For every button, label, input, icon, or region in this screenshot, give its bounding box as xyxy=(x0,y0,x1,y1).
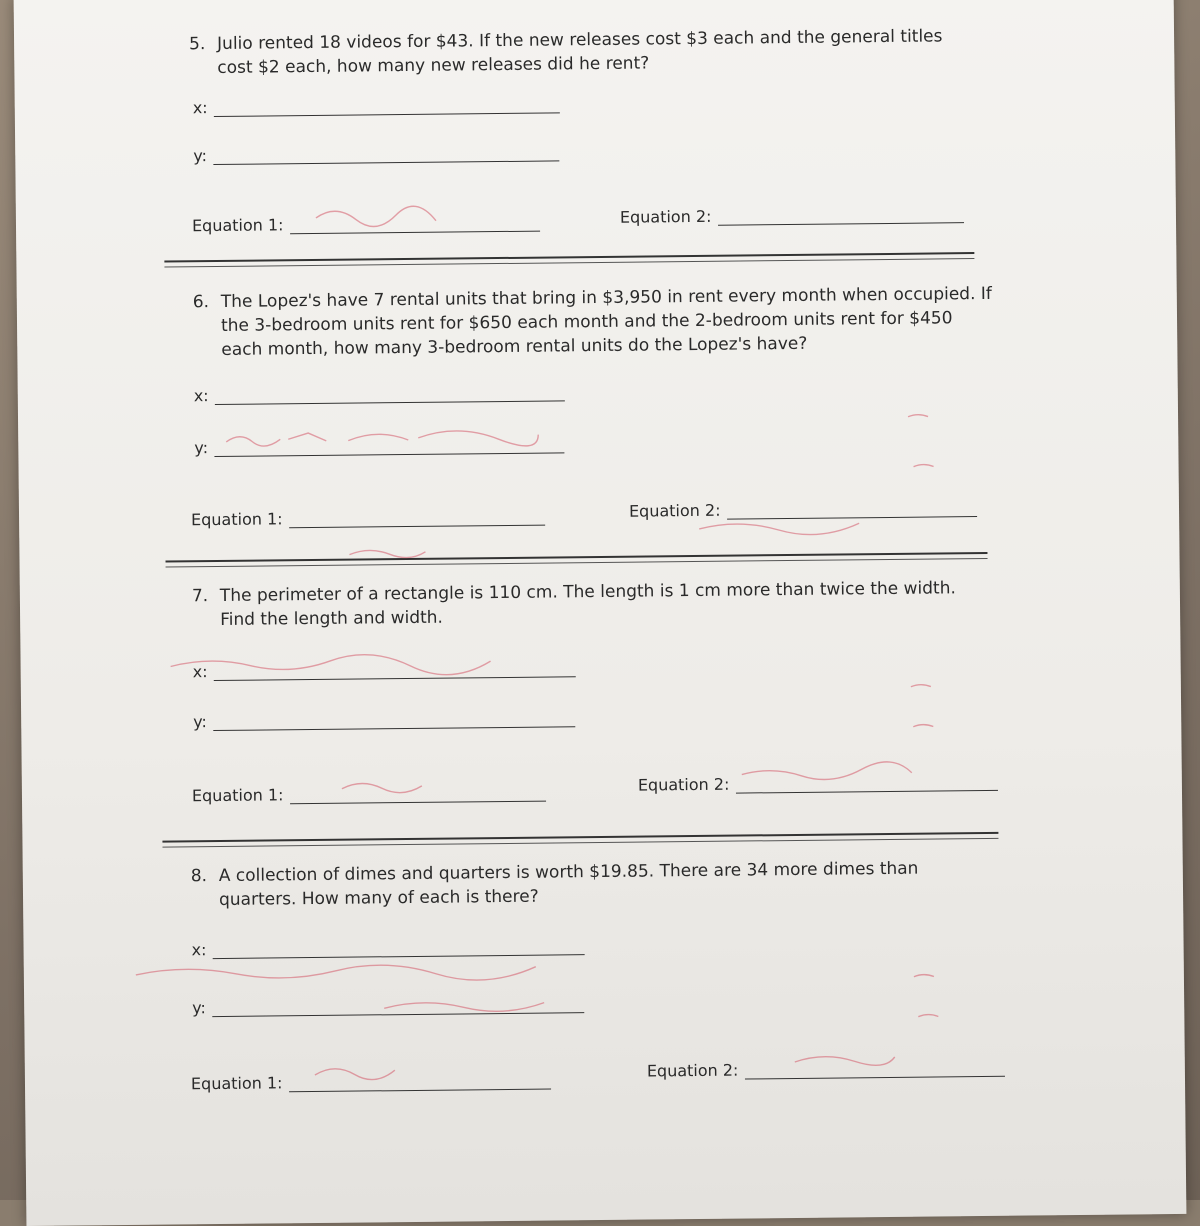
problem-text-line: Julio rented 18 videos for $43. If the new releases cost $3 each and the general titles xyxy=(216,26,943,54)
x-label: x: xyxy=(193,386,209,406)
equation-1-line[interactable] xyxy=(289,783,545,805)
worksheet-page xyxy=(14,0,1187,1226)
y-label: y: xyxy=(193,146,208,166)
y-answer-line[interactable] xyxy=(212,994,584,1017)
x-answer-line[interactable] xyxy=(213,658,575,681)
y-label: y: xyxy=(192,998,206,1018)
y-answer-field[interactable] xyxy=(192,994,584,1017)
y-label: y: xyxy=(194,438,209,458)
problem-text-line: A collection of dimes and quarters is worth $19.85. There are 34 more dimes than xyxy=(218,858,919,887)
problem-8 xyxy=(191,856,971,912)
equation-2-line[interactable] xyxy=(726,498,976,520)
equation-2-line[interactable] xyxy=(735,772,997,794)
y-answer-field[interactable] xyxy=(194,434,564,457)
equation-1-label: Equation 1: xyxy=(191,785,284,806)
y-answer-line[interactable] xyxy=(213,708,575,731)
x-answer-line[interactable] xyxy=(212,936,584,959)
equation-1-line[interactable] xyxy=(289,213,539,235)
problem-6 xyxy=(193,282,994,362)
section-divider xyxy=(166,552,988,563)
equation-1-field[interactable] xyxy=(192,783,546,806)
problem-text-line: Find the length and width. xyxy=(220,607,444,630)
problem-text-line: quarters. How many of each is there? xyxy=(218,886,539,911)
equation-1-label: Equation 1: xyxy=(190,1073,283,1094)
problem-text-line: The perimeter of a rectangle is 110 cm. The length is 1 cm more than twice the width. xyxy=(219,578,956,606)
equation-2-field[interactable] xyxy=(647,1058,1005,1081)
x-answer-line[interactable] xyxy=(215,382,565,405)
equation-2-label: Equation 2: xyxy=(619,206,712,227)
problem-number: 5. xyxy=(189,34,206,55)
equation-2-label: Equation 2: xyxy=(628,500,721,521)
problem-number: 6. xyxy=(192,292,210,313)
y-answer-field[interactable] xyxy=(193,708,575,731)
equation-2-field[interactable] xyxy=(629,498,977,521)
equation-1-label: Equation 1: xyxy=(190,509,283,530)
y-answer-field[interactable] xyxy=(193,142,559,165)
equation-1-line[interactable] xyxy=(288,1071,550,1093)
bleed-through-scribble xyxy=(136,964,536,984)
section-divider xyxy=(164,252,974,262)
equation-2-label: Equation 2: xyxy=(637,774,730,795)
problem-number: 7. xyxy=(191,586,209,607)
problem-7 xyxy=(192,576,972,632)
equation-2-line[interactable] xyxy=(744,1058,1004,1080)
y-answer-line[interactable] xyxy=(214,434,564,457)
problem-text-line: the 3-bedroom units rent for $650 each month and the 2-bedroom units rent for $450 xyxy=(220,308,953,336)
problem-text-line: cost $2 each, how many new releases did he rent? xyxy=(217,53,650,78)
equation-1-label: Equation 1: xyxy=(191,215,284,236)
x-answer-field[interactable] xyxy=(193,94,560,117)
x-answer-field[interactable] xyxy=(191,936,584,959)
equation-2-line[interactable] xyxy=(717,204,963,226)
equation-2-label: Equation 2: xyxy=(646,1060,739,1081)
section-divider xyxy=(162,832,998,843)
x-answer-field[interactable] xyxy=(194,382,565,405)
problem-number: 8. xyxy=(190,866,208,887)
y-answer-line[interactable] xyxy=(213,142,559,165)
x-label: x: xyxy=(191,940,207,960)
problem-5 xyxy=(189,24,969,80)
problem-text-line: each month, how many 3-bedroom rental units do the Lopez's have? xyxy=(221,333,808,360)
x-answer-line[interactable] xyxy=(214,94,560,117)
equation-1-field[interactable] xyxy=(191,507,545,530)
y-label: y: xyxy=(193,712,208,732)
x-answer-field[interactable] xyxy=(193,658,576,681)
bleed-through-scribble xyxy=(349,550,425,558)
bleed-through-scribble xyxy=(699,523,859,536)
equation-2-field[interactable] xyxy=(620,204,964,227)
equation-2-field[interactable] xyxy=(638,772,998,795)
equation-1-field[interactable] xyxy=(192,213,540,236)
x-label: x: xyxy=(192,98,208,118)
x-label: x: xyxy=(192,662,208,682)
equation-1-line[interactable] xyxy=(288,507,544,529)
problem-text-line: The Lopez's have 7 rental units that bring in $3,950 in rent every month when occupied. If xyxy=(220,283,992,312)
equation-1-field[interactable] xyxy=(191,1071,551,1094)
